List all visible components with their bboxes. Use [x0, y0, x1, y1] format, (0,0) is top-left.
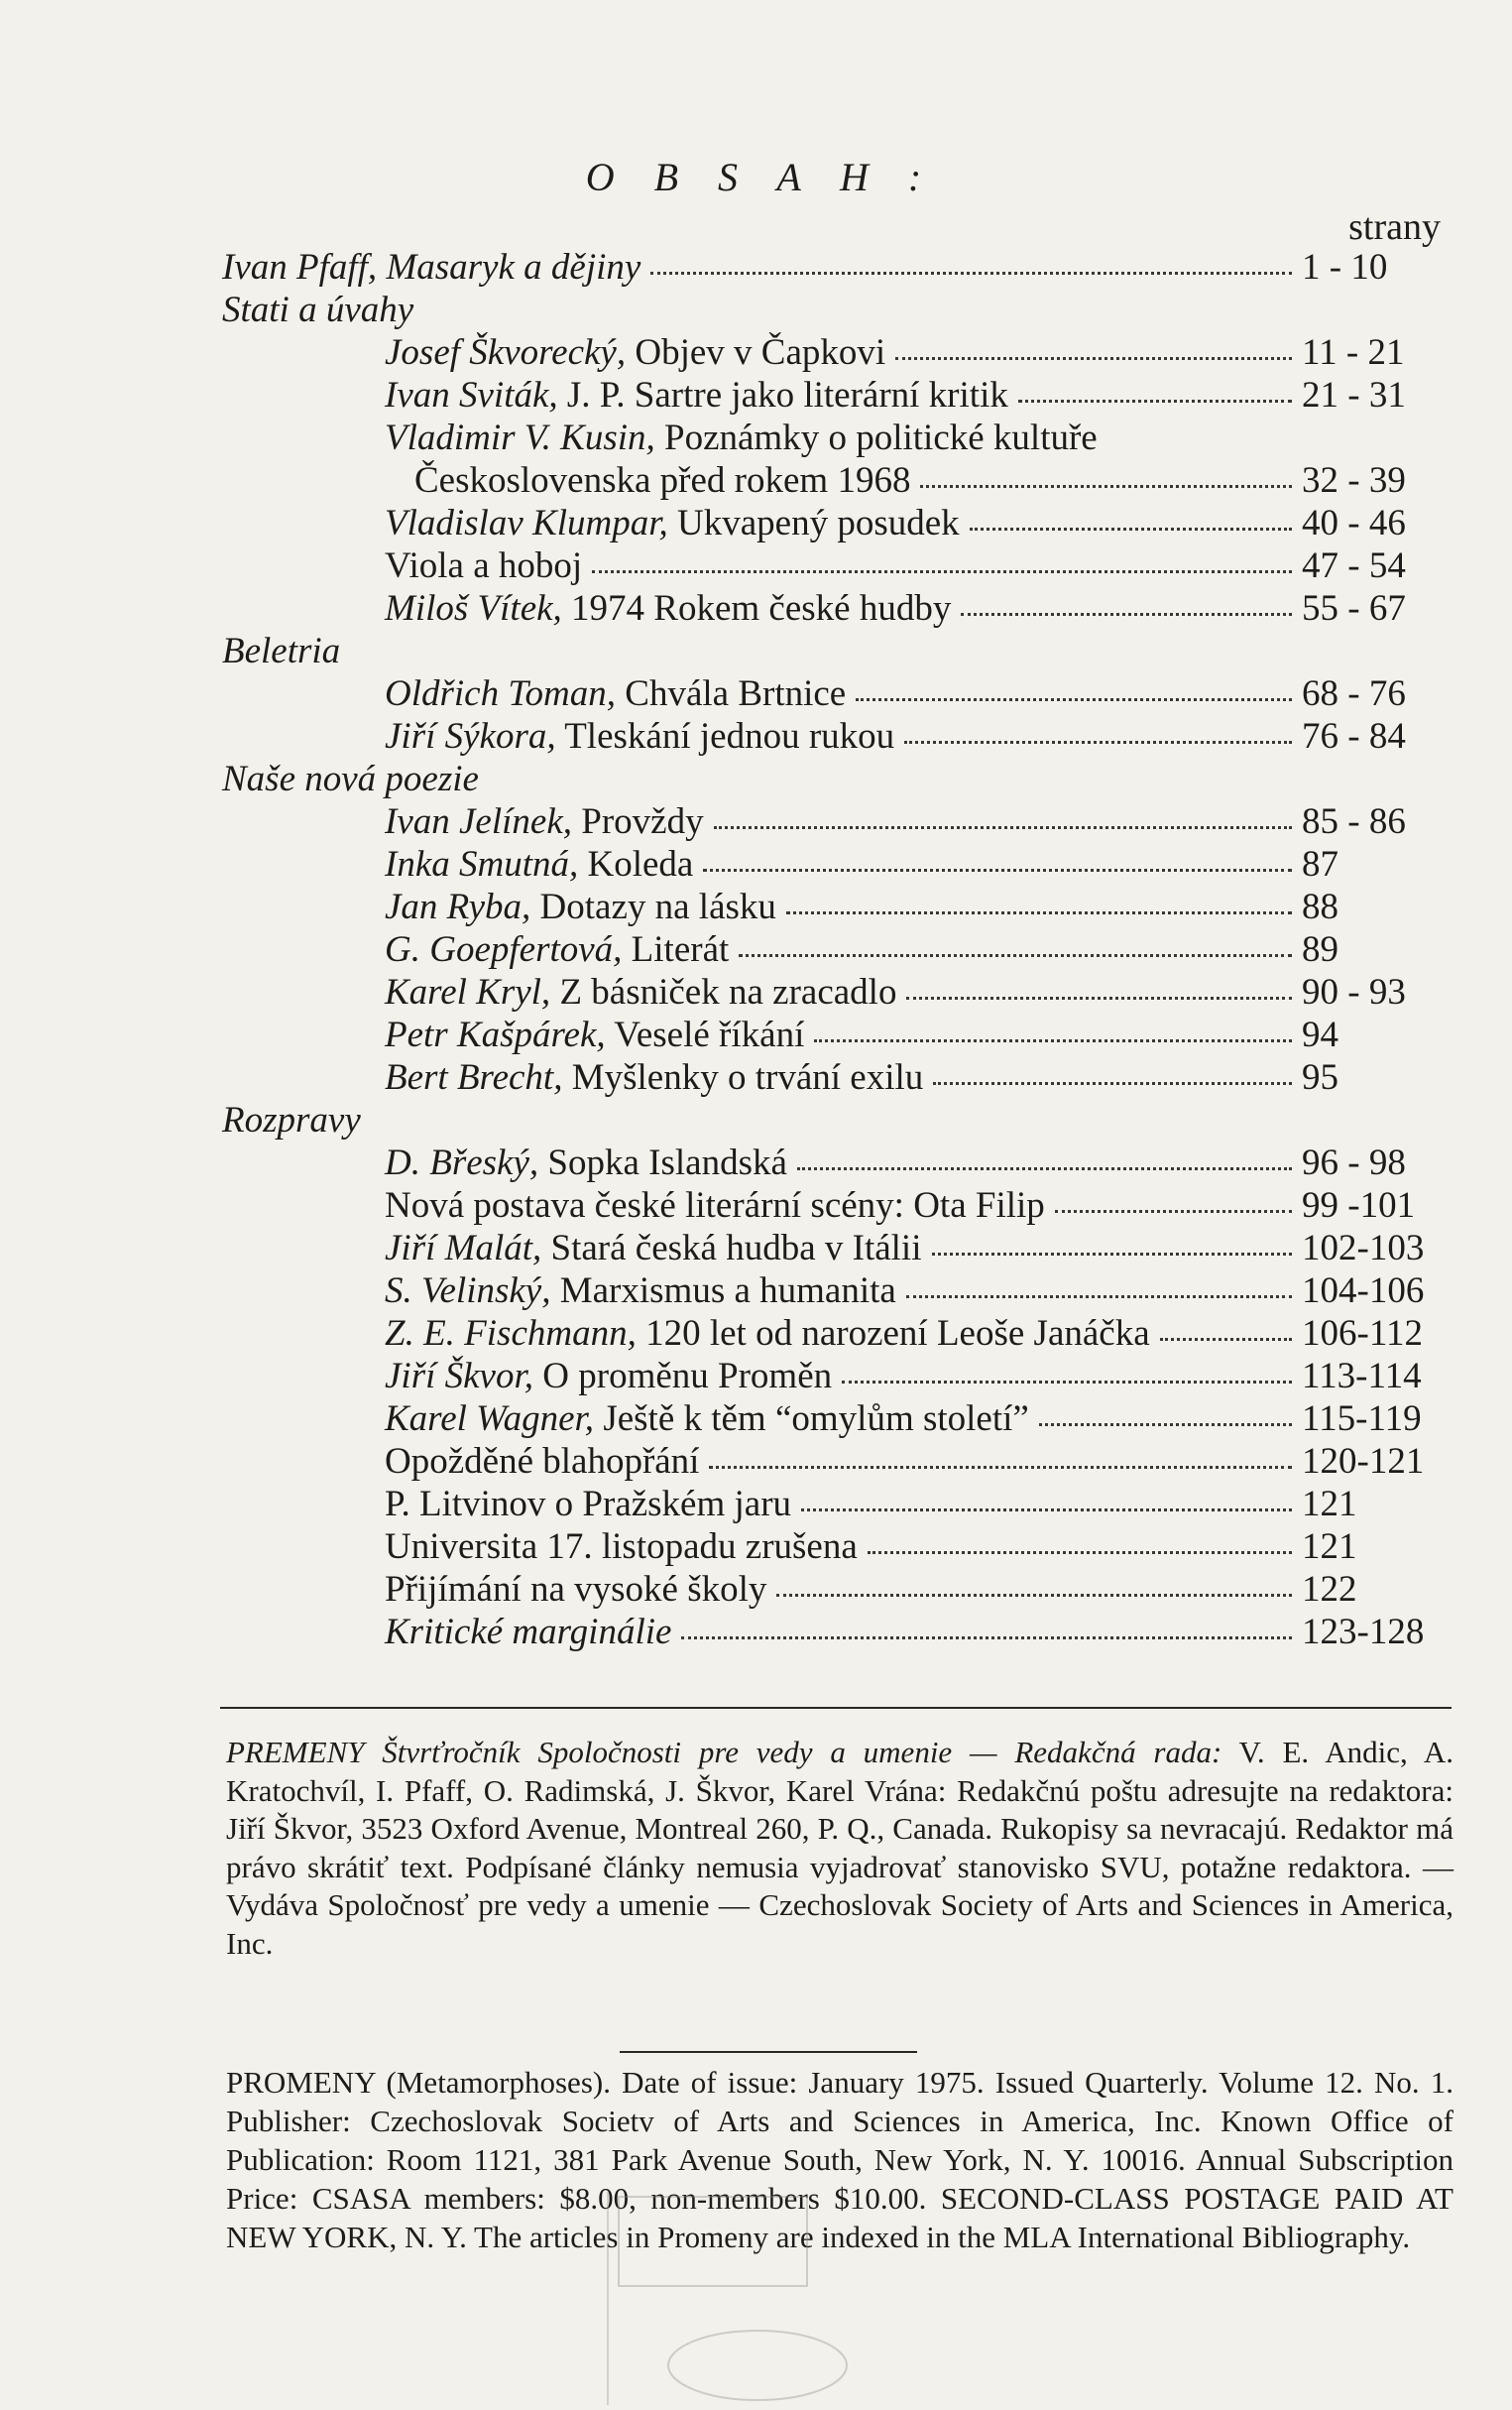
- leader-dots: [1160, 1312, 1292, 1341]
- toc-pages: 89: [1302, 929, 1338, 970]
- toc-entry: [0, 672, 1512, 715]
- toc-pages: 102-103: [1302, 1228, 1425, 1268]
- toc-entry-text: [385, 672, 846, 715]
- toc-entry: [0, 1568, 1512, 1611]
- toc-pages: 123-128: [1302, 1612, 1425, 1652]
- toc-entry: [0, 1142, 1512, 1184]
- leader-dots: [681, 1611, 1292, 1639]
- toc-pages: 32 - 39: [1302, 460, 1406, 501]
- toc-entry-text: [385, 928, 729, 971]
- leader-dots: [906, 1269, 1292, 1298]
- toc-entry-text: [414, 459, 910, 502]
- toc-pages: 94: [1302, 1015, 1338, 1055]
- toc-pages: 87: [1302, 844, 1338, 885]
- toc-title: Opožděné blahopřání: [385, 1441, 700, 1482]
- toc-title: P. Litvinov o Pražském jaru: [385, 1484, 792, 1524]
- toc-entry-text: [385, 331, 885, 374]
- leader-dots: [1018, 374, 1292, 403]
- leader-dots: [842, 1355, 1292, 1384]
- toc-pages: 115-119: [1302, 1398, 1422, 1439]
- toc-pages: 85 - 86: [1302, 801, 1406, 842]
- toc-title: Ukvapený posudek: [667, 503, 960, 543]
- toc-pages: 1 - 10: [1302, 247, 1388, 288]
- toc-author: S. Velinský,: [385, 1270, 551, 1311]
- toc-pages: 120-121: [1302, 1441, 1425, 1482]
- toc-entry-text: [385, 800, 704, 843]
- toc-title: Objev v Čapkovi: [626, 332, 886, 373]
- colophon-english: PROMENY (Metamorphoses). Date of issue: January 1975. Issued Quarterly. Volume 12. No. 1. Publisher: Czechoslovak Societv of Arts and Sciences in America, Inc. Known Office of Publication: Room 1121, 381 Park Avenue South, New York, N. Y. 10016. Annual Subscription Price: CSASA members: $8.00, non-members $10.00. SECOND-CLASS POSTAGE PAID AT NEW YORK, N. Y. The articles in Promeny are indexed in the MLA International Bibliography.: [226, 2065, 1454, 2254]
- section-label: Stati a úvahy: [222, 290, 414, 330]
- toc-entry: [0, 1014, 1512, 1056]
- toc-entry: [0, 971, 1512, 1014]
- toc-entry-text: [385, 1312, 1150, 1355]
- toc-entry: [0, 1056, 1512, 1099]
- toc-title: Československa před rokem 1968: [414, 460, 911, 501]
- toc-entry-text: [385, 587, 951, 630]
- leader-dots: [868, 1525, 1292, 1554]
- toc-author: Jan Ryba,: [385, 887, 531, 927]
- toc-entry-text: [385, 1269, 896, 1312]
- toc-title: Tleskání jednou rukou: [555, 716, 895, 757]
- leader-dots: [709, 1440, 1292, 1469]
- leader-dots: [592, 544, 1292, 573]
- toc-title: J. P. Sartre jako literární kritik: [557, 375, 1008, 416]
- toc-entry: [0, 374, 1512, 417]
- toc-entry-text: [385, 843, 693, 886]
- toc-pages: 96 - 98: [1302, 1143, 1406, 1183]
- toc-entry: [0, 459, 1512, 502]
- toc-author: Ivan Sviták,: [385, 375, 558, 416]
- toc-entry-text: [385, 1355, 832, 1397]
- toc-author: Oldřich Toman,: [385, 673, 617, 714]
- toc-entry-text: [385, 1483, 791, 1525]
- toc-title: Stará česká hudba v Itálii: [541, 1228, 922, 1268]
- leader-dots: [932, 1227, 1293, 1256]
- toc-entry-text: [385, 544, 582, 587]
- toc-title: Kritické marginálie: [385, 1612, 672, 1652]
- toc-author: Ivan Jelínek,: [385, 801, 572, 842]
- toc-author: Inka Smutná,: [385, 844, 579, 885]
- toc-entry-text: [385, 1142, 787, 1184]
- leader-dots: [776, 1568, 1292, 1597]
- leader-dots: [1039, 1397, 1292, 1426]
- toc-entry-text: [385, 1227, 922, 1269]
- toc-author: Jiří Sýkora,: [385, 716, 556, 757]
- leader-dots: [703, 843, 1292, 872]
- leader-dots: [1055, 1184, 1292, 1213]
- leader-dots: [786, 886, 1292, 914]
- leader-dots: [904, 715, 1292, 744]
- leader-dots: [895, 331, 1292, 360]
- toc-title: Dotazy na lásku: [530, 887, 776, 927]
- leader-dots: [920, 459, 1292, 488]
- toc-entry: [0, 1355, 1512, 1397]
- toc-entry: [0, 587, 1512, 630]
- toc-title: Ještě k těm “omylům století”: [594, 1398, 1029, 1439]
- toc-pages: 21 - 31: [1302, 375, 1406, 416]
- toc-entry: [0, 1611, 1512, 1653]
- toc-author: G. Goepfertová,: [385, 929, 623, 970]
- toc-section-heading: [0, 630, 1512, 672]
- toc-entry: [0, 800, 1512, 843]
- leader-dots: [814, 1014, 1292, 1042]
- toc-pages: 11 - 21: [1302, 332, 1405, 373]
- toc-title: Masaryk a dějiny: [377, 247, 641, 288]
- leader-dots: [933, 1056, 1292, 1085]
- colophon-slovak: [226, 1734, 1454, 1963]
- toc-entry: [0, 502, 1512, 544]
- toc-title: Poznámky o politické kultuře: [654, 418, 1098, 458]
- toc-entry-text: [385, 715, 894, 758]
- library-stamp: [607, 2192, 966, 2405]
- toc-title: O proměnu Proměn: [533, 1356, 833, 1396]
- toc-title: Literát: [622, 929, 730, 970]
- leader-dots: [961, 587, 1292, 616]
- divider: [220, 1707, 1452, 1709]
- toc-pages: 95: [1302, 1057, 1338, 1098]
- toc-entry-text: [385, 1611, 671, 1653]
- toc-author: Karel Wagner,: [385, 1398, 595, 1439]
- toc-section-heading: [0, 758, 1512, 800]
- leader-dots: [856, 672, 1292, 701]
- toc-entry: [0, 1483, 1512, 1525]
- colophon-lead: PREMENY Štvrťročník Spoločnosti pre vedy a umenie — Redakčná rada:: [226, 1735, 1222, 1769]
- toc-author: Jiří Malát,: [385, 1228, 542, 1268]
- contents-heading: O B S A H :: [585, 155, 937, 199]
- toc-entry-text: [385, 374, 1008, 417]
- toc-entry: [0, 1525, 1512, 1568]
- toc-entry: [0, 1312, 1512, 1355]
- toc-entry: [0, 1227, 1512, 1269]
- toc-title: Myšlenky o trvání exilu: [562, 1057, 924, 1098]
- toc-entry-text: [385, 1440, 699, 1483]
- toc-pages: 99 -101: [1302, 1185, 1416, 1226]
- leader-dots: [714, 800, 1292, 829]
- toc-entry: [0, 886, 1512, 928]
- toc-pages: 90 - 93: [1302, 972, 1406, 1013]
- toc-title: Marxismus a humanita: [550, 1270, 896, 1311]
- leader-dots: [739, 928, 1292, 957]
- toc-title: 1974 Rokem české hudby: [561, 588, 952, 629]
- stamp-graphic: [609, 2192, 966, 2405]
- toc-section-heading: [0, 289, 1512, 331]
- toc-entry: [0, 715, 1512, 758]
- leader-dots: [906, 971, 1292, 1000]
- toc-entry-text: [222, 246, 640, 289]
- toc-title: Viola a hoboj: [385, 545, 583, 586]
- toc-entry-text: [385, 1056, 923, 1099]
- toc-pages: 68 - 76: [1302, 673, 1406, 714]
- toc-title: Z básniček na zracadlo: [550, 972, 897, 1013]
- toc-author: Karel Kryl,: [385, 972, 551, 1013]
- toc-title: Chvála Brtnice: [616, 673, 847, 714]
- toc-pages: 121: [1302, 1484, 1357, 1524]
- section-label: Rozpravy: [222, 1100, 361, 1141]
- toc-section-heading: [0, 1099, 1512, 1142]
- toc-entry: [0, 544, 1512, 587]
- toc-pages: 106-112: [1302, 1313, 1423, 1354]
- toc-pages: 55 - 67: [1302, 588, 1406, 629]
- toc-entry: [0, 331, 1512, 374]
- toc-author: Z. E. Fischmann,: [385, 1313, 637, 1354]
- leader-dots: [801, 1483, 1292, 1511]
- toc-author: D. Břeský,: [385, 1143, 539, 1183]
- toc-entry: [0, 1184, 1512, 1227]
- colophon-body: V. E. Andic, A. Kratochvíl, I. Pfaff, O. Radimská, J. Škvor, Karel Vrána: Redakčnú poštu adresujte na redaktora: Jiří Škvor, 3523 Oxford Avenue, Montreal 260, P. Q., Canada. Rukopisy sa nevracajú. Redaktor má právo skrátiť text. Podpísané články nemusia vyjadrovať stanovisko SVU, potažne redaktora. — Vydáva Spoločnosť pre vedy a umenie — Czechoslovak Society of Arts and Sciences in America, Inc.: [226, 1735, 1454, 1961]
- toc-entry-text: [385, 1184, 1045, 1227]
- toc-pages: 47 - 54: [1302, 545, 1406, 586]
- toc-pages: 40 - 46: [1302, 503, 1406, 543]
- toc-entry-text: [385, 971, 896, 1014]
- toc-pages: 104-106: [1302, 1270, 1425, 1311]
- toc-author: Petr Kašpárek,: [385, 1015, 606, 1055]
- toc-entry-text: [385, 1014, 804, 1056]
- toc-entry: [0, 843, 1512, 886]
- toc-entry: [0, 928, 1512, 971]
- toc-title: Universita 17. listopadu zrušena: [385, 1526, 858, 1567]
- toc-entry: [0, 417, 1512, 459]
- toc-title: Nová postava české literární scény: Ota Filip: [385, 1185, 1045, 1226]
- toc-entry: [0, 1269, 1512, 1312]
- toc-entry: [0, 246, 1512, 289]
- toc-entry-text: [385, 886, 776, 928]
- toc-author: Vladislav Klumpar,: [385, 503, 668, 543]
- toc-author: Jiří Škvor,: [385, 1356, 534, 1396]
- pages-label: strany: [1348, 206, 1441, 248]
- toc-title: Sopka Islandská: [538, 1143, 787, 1183]
- toc-entry-text: [385, 1525, 858, 1568]
- toc-entry: [0, 1440, 1512, 1483]
- leader-dots: [650, 246, 1292, 275]
- toc-entry-text: [385, 1397, 1029, 1440]
- toc-entry-text: [385, 502, 960, 544]
- toc-title: Koleda: [578, 844, 694, 885]
- short-divider: [620, 2051, 917, 2053]
- toc-title: 120 let od narození Leoše Janáčka: [636, 1313, 1150, 1354]
- toc-entry: [0, 1397, 1512, 1440]
- toc-pages: 121: [1302, 1526, 1357, 1567]
- toc-author: Ivan Pfaff,: [222, 247, 378, 288]
- table-of-contents: [0, 246, 1512, 1653]
- leader-dots: [970, 502, 1292, 531]
- toc-pages: 113-114: [1302, 1356, 1422, 1396]
- toc-title: Přijímání na vysoké školy: [385, 1569, 767, 1610]
- toc-author: Josef Škvorecký,: [385, 332, 627, 373]
- section-label: Beletria: [222, 631, 341, 671]
- toc-author: Miloš Vítek,: [385, 588, 562, 629]
- toc-title: Provždy: [572, 801, 704, 842]
- section-label: Naše nová poezie: [222, 759, 479, 799]
- toc-pages: 76 - 84: [1302, 716, 1406, 757]
- toc-pages: 88: [1302, 887, 1338, 927]
- toc-author: Bert Brecht,: [385, 1057, 563, 1098]
- toc-entry-text: [385, 1568, 766, 1611]
- leader-dots: [797, 1142, 1292, 1170]
- toc-title: Veselé říkání: [605, 1015, 805, 1055]
- toc-author: Vladimir V. Kusin,: [385, 418, 655, 458]
- toc-entry-text: [385, 417, 1098, 459]
- toc-pages: 122: [1302, 1569, 1357, 1610]
